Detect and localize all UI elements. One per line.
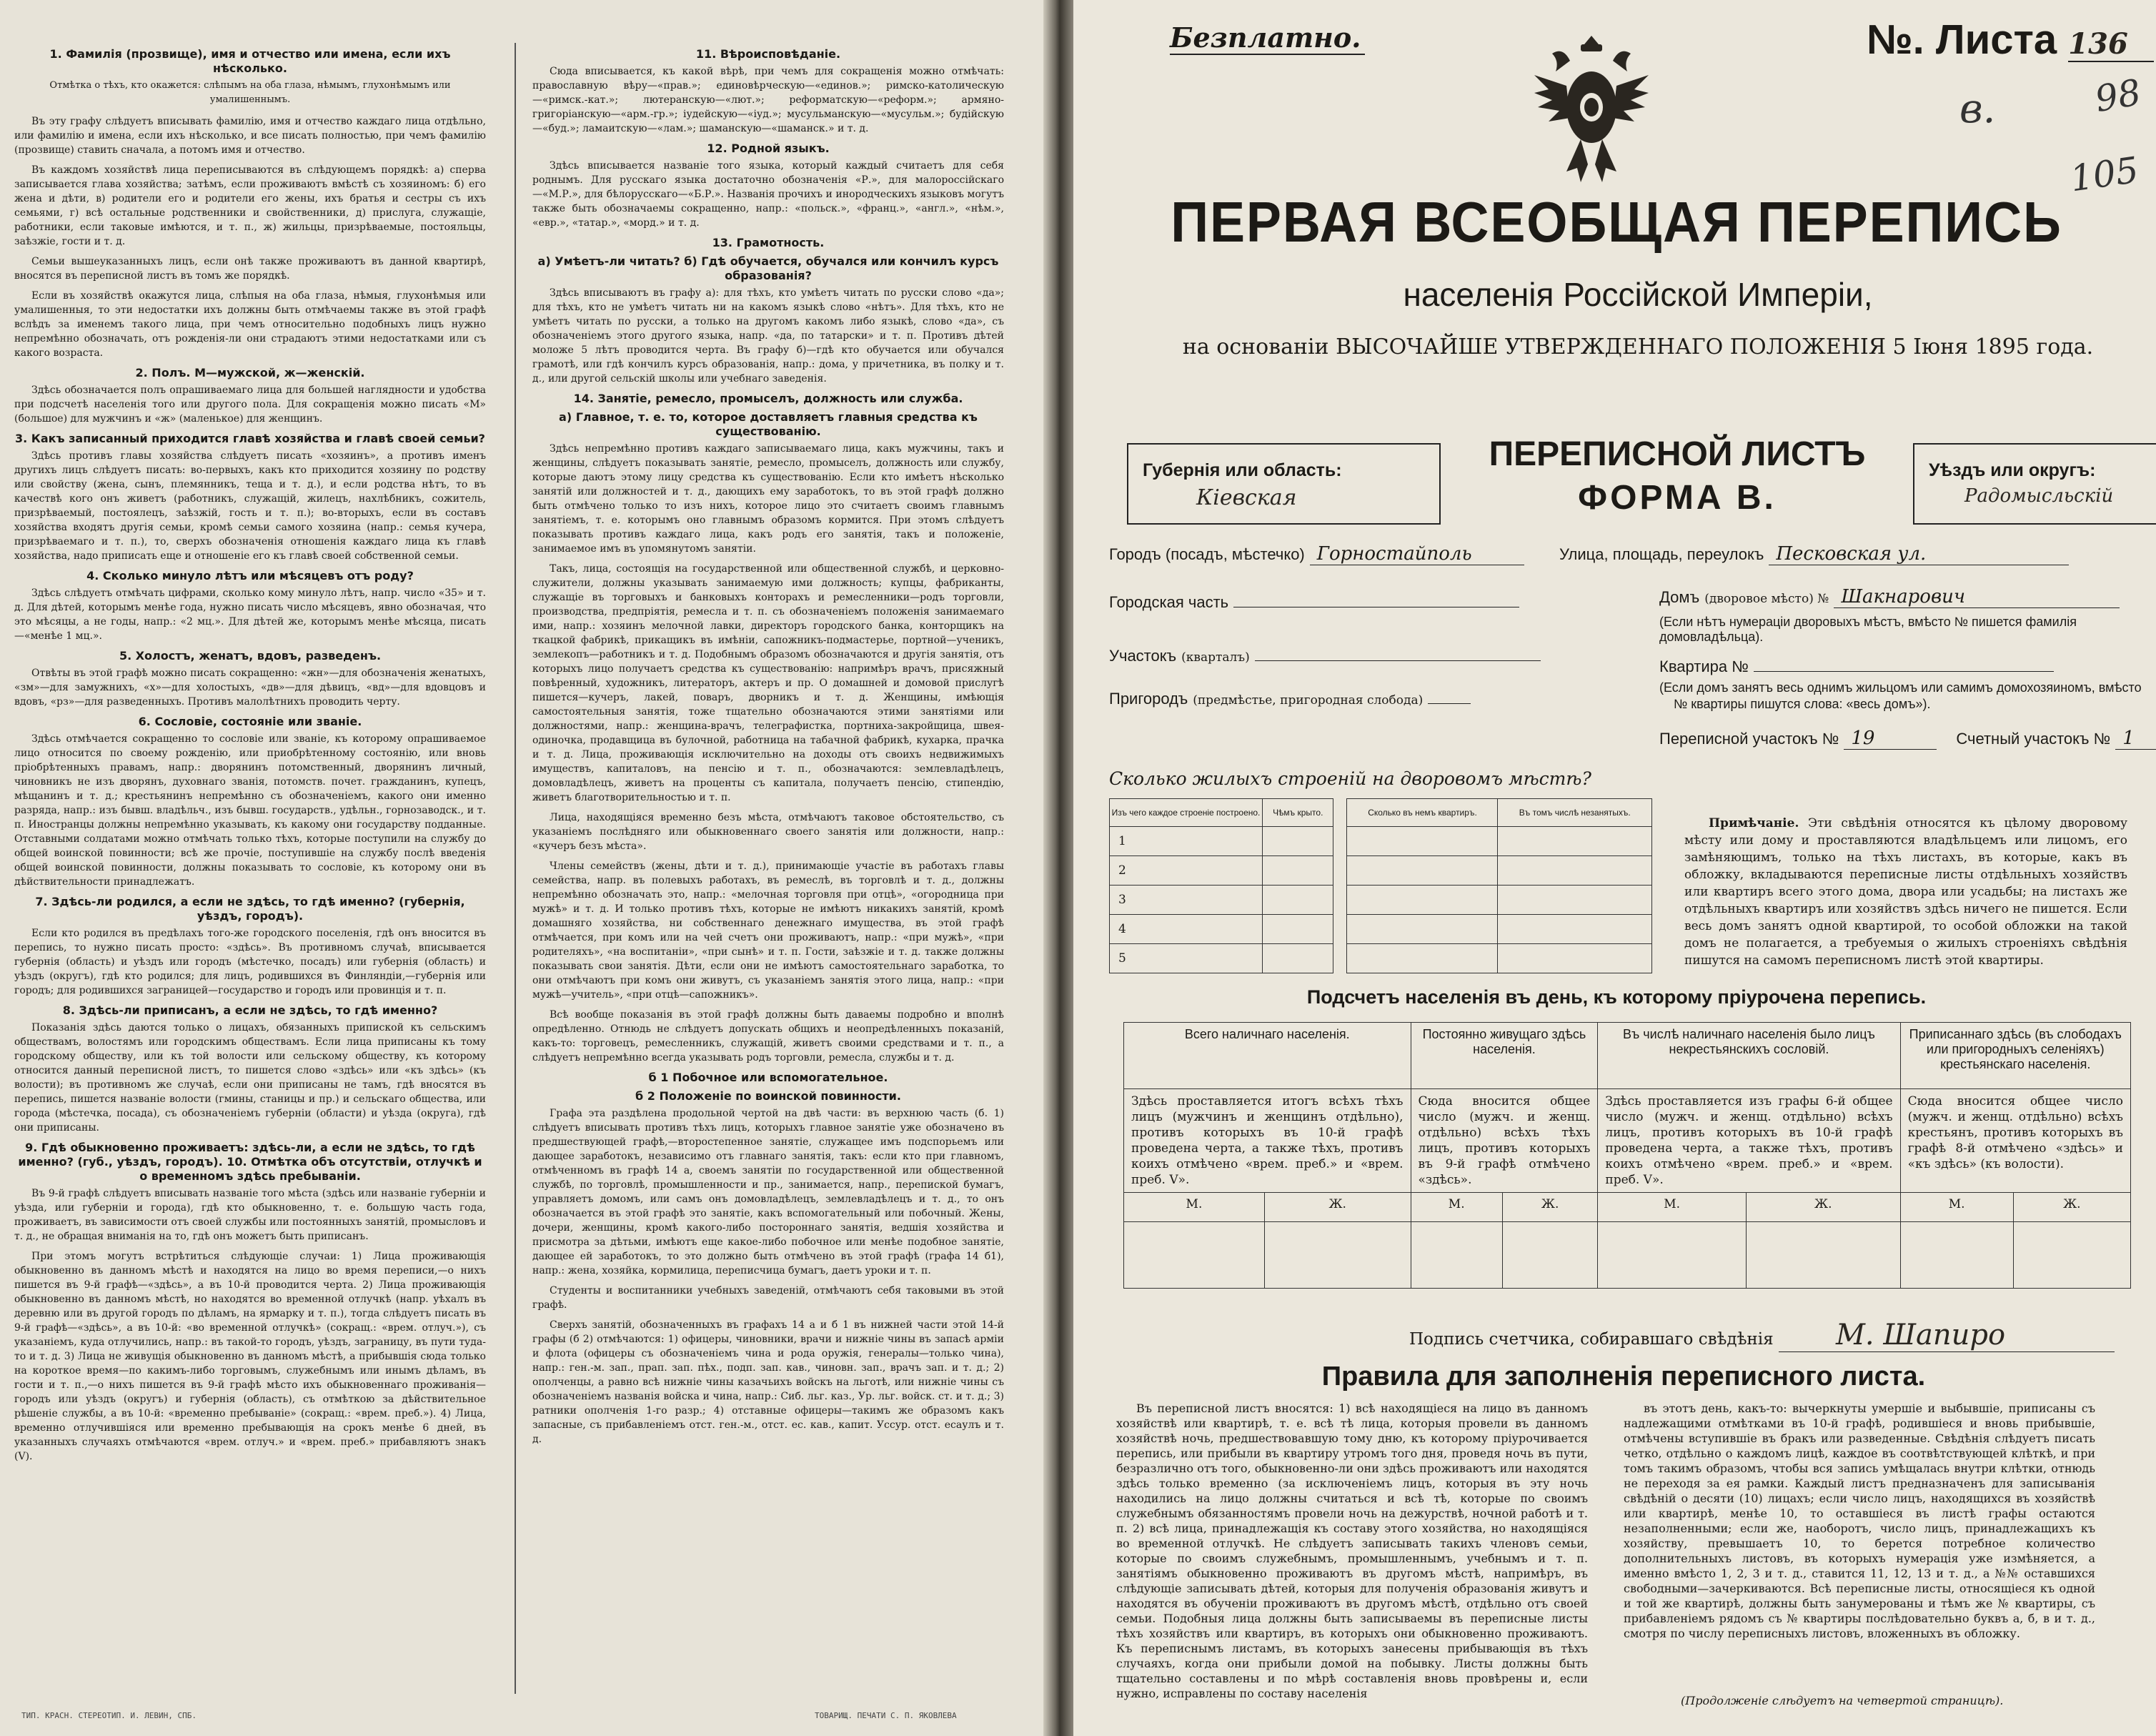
census-basis: на основаніи ВЫСОЧАЙШЕ УТВЕРЖДЕННАГО ПОЛОЖЕНІЯ 5 Іюня 1895 года. — [1182, 334, 2094, 359]
count-value-row — [1124, 1222, 2131, 1289]
uezd-box — [1913, 443, 2156, 525]
handwritten-number-2: 105 — [2067, 149, 2142, 200]
section-paragraph: При этомъ могутъ встрѣтиться слѣдующіе случаи: 1) Лица проживающія обыкновенно въ данномъ мѣстѣ и находятся на лицо во время переписи,—о нихъ пишется въ 9-й графѣ—«здѣсь», а въ 10-й проводится черта. 2) Лица проживающія обыкновенно въ данномъ мѣстѣ, но находятся во временной отлучкѣ (напр. уѣхалъ въ деревню или въ другой городъ по дѣламъ, на ярмарку и т. п.), тогда слѣдуетъ писать въ 9-й графѣ—«здѣсь», а въ 10-й: «во временной отлучкѣ» (сокращ.: «врем. отлуч.»), съ указаніемъ, куда отлучились, напр.: въ такой-то городъ, уѣздъ, заграницу, въ пути туда-то и т. д. 3) Лица не живущія обыкновенно въ данномъ мѣстѣ, а прибывшія сюда только на короткое время—по какимъ-либо торговымъ, служебнымъ или инымъ дѣламъ, въ гости и т. п.,—о нихъ пишется въ 9-й графѣ мѣсто ихъ обыкновеннаго проживанія—городъ или уѣздъ (округъ) и губернія (область), съ отмѣткою за дѣйствительное рѣшеніе службы, а въ 10-й: «временно пребываніе» (сокращ.: «врем. преб.»). 4) Лица, временно отлучившіяся или временно пребывающія на срокъ менѣе 6 дней, въ указанныхъ случаяхъ отмѣчаются «врем. отлуч.» и «врем. преб.» прибавляютъ знакъ (V). — [14, 1251, 486, 1462]
section-paragraph: Если кто родился въ предѣлахъ того-же городского поселенія, гдѣ онъ вносится въ перепись, то нужно писать просто: «здѣсь». Въ противномъ случаѣ, вписывается губернія (область) и уѣздъ или городъ (мѣстечко, посадъ) или губернія (область) и уѣздъ (округъ), гдѣ кто родился; для лицъ, родившихся въ Финляндіи,—губернія или городъ; для родившихся заграницей—государство и городъ или провинція и т. п. — [14, 928, 486, 996]
signature-label: Подпись счетчика, собиравшаго свѣдѣнія — [1409, 1330, 1774, 1349]
instructions-column-1 — [14, 43, 486, 1469]
buildings-header: Сколько въ немъ квартиръ. — [1347, 799, 1498, 827]
section-heading: 2. Полъ. М—мужской, ж—женскій. — [135, 366, 365, 380]
count-table — [1123, 1022, 2131, 1289]
printer-imprint-1: ТИП. КРАСН. СТЕРЕОТИП. И. ЛЕВИН, СПБ. — [21, 1711, 197, 1720]
sheet-number-value: 136 — [2068, 27, 2154, 62]
signature-value: М. Шапиро — [1835, 1319, 2006, 1351]
buildings-row: 3 — [1110, 886, 1652, 915]
instructions-column-2 — [532, 43, 1004, 1452]
kvartira-label: Квартира № — [1659, 658, 1749, 675]
kvartira-note-2: № квартиры пишутся слова: «весь домъ»). — [1674, 697, 1931, 711]
buildings-header: Чѣмъ крыто. — [1263, 799, 1333, 827]
dom-field — [1659, 586, 2120, 608]
kvartira-field — [1659, 658, 2054, 676]
section-paragraph: Здѣсь противъ главы хозяйства слѣдуетъ писать «хозяинъ», а противъ именъ другихъ лицъ слѣдуетъ писать: во-первыхъ, какъ кто приходится хозяину по родству или свойству (жена, сынъ, племянникъ, теща и т. д.), и если родства нѣтъ, то въ качествѣ кого онъ живетъ (работникъ, служащій, жилецъ, нахлѣбникъ, сожитель, призрѣваемый, постоялецъ, заѣзжій, гость и т. п.); во-вторыхъ, если въ составъ хозяйства входятъ другія семьи, кромѣ семьи самого хозяина (напр.: семья кучера, призрѣваемаго и т. п.), то, сверхъ обозначенія отношенія каждаго лица къ главѣ хозяйства, надо приписать еще и отношеніе его къ главѣ своей собственной семьи. — [14, 450, 486, 562]
section-paragraph: Такъ, лица, состоящія на государственной или общественной службѣ, и церковно-служители, должны указывать занимаемую ими должность; купцы, фабриканты, служащіе въ торговыхъ и банковыхъ конторахъ и ремесленники—родъ торговли, производства, предпріятія, ремесла и т. п. съ обозначеніемъ положенія занимаемаго ими, напр.: хозяинъ мелочной лавки, директоръ городского банка, конторщикъ на ткацкой фабрикѣ, прикащикъ въ имѣніи, сапожникъ-подмастерье, портной—ученикъ, землекопъ—работникъ и т. д. Подобнымъ образомъ обозначаются и другія занятія, отъ которыхъ лицо получаетъ средства къ существованію: напримѣръ врачъ, присяжный повѣренный, художникъ, литераторъ, актеръ и пр. О домашней и домовой прислугѣ пишется—кучеръ, лакей, поваръ, дворникъ и т. д. Женщины, имѣющія самостоятельныя занятія, тоже тщательно обозначаются этими занятіями или должностями, напр.: женщина-врачъ, телеграфистка, портниха-закройщица, швея-одиночка, продавщица въ булочной, работница на табачной фабрикѣ, кухарка, прачка и т. д. Лица, проживающія исключительно на доходы отъ своихъ недвижимыхъ имуществъ, капиталовъ, на пенсію и т. п., обозначаются: землевладѣлецъ, домовладѣлецъ, живетъ на проценты съ капитала, получаетъ пенсію, стипендію, живетъ благотворительностью и т. п. — [532, 563, 1004, 803]
section-paragraph: Въ каждомъ хозяйствѣ лица переписываются въ слѣдующемъ порядкѣ: а) сперва записывается глава хозяйства; затѣмъ, если проживаютъ вмѣстѣ съ хозяиномъ: б) его жена и дѣти, в) родители его и родители его жены, ихъ братья и сестры съ ихъ семьями, г) всѣ остальные родственники и свойственники, д) прислуга, служащіе, работники, если таковые имѣются, и т. п., ж) жильцы, призрѣваемые, постояльцы, заѣзжіе, гости и т. д. — [14, 164, 486, 247]
free-label: Безплатно. — [1170, 21, 1365, 55]
handwritten-letter: в. — [1959, 86, 1996, 132]
schetny-uchastok-value: 1 — [2122, 728, 2135, 749]
male-label: М. — [1900, 1193, 2013, 1222]
buildings-header: Изъ чего каждое строеніе построено. — [1110, 799, 1263, 827]
count-mz-row — [1124, 1193, 2131, 1222]
guberniya-label: Губернія или область: — [1143, 460, 1342, 480]
continued-note: (Продолженіе слѣдуетъ на четвертой страницѣ). — [1681, 1694, 2004, 1707]
section-paragraph: Отвѣты въ этой графѣ можно писать сокращенно: «жн»—для обозначенія женатыхъ, «зм»—для замужнихъ, «х»—для холостыхъ, «дв»—для дѣвицъ, «вд»—для вдовцовъ и вдовъ, «рз»—для разведенныхъ. Противъ малолѣтнихъ проводить черту. — [14, 668, 486, 708]
imperial-eagle-emblem — [1531, 29, 1652, 193]
section-paragraph: Лица, находящіяся временно безъ мѣста, отмѣчаютъ таковое обстоятельство, съ указаніемъ послѣдняго или обыкновеннаго своего занятія или должности, напр.: «кучеръ безъ мѣста». — [532, 812, 1004, 852]
section-paragraph: Въ 9-й графѣ слѣдуетъ вписывать названіе того мѣста (здѣсь или названіе губерніи и уѣзда, или губерніи и города), гдѣ кто обыкновенно, т. е. большую часть года, проживаетъ, въ зависимости отъ своей службы или постоянныхъ занятій, промысловъ и т. д., не обращая вниманія на то, гдѣ онъ можетъ быть приписанъ. — [14, 1188, 486, 1242]
uchastok-sublabel: (кварталъ) — [1181, 650, 1250, 665]
section-paragraph: Здѣсь отмѣчается сокращенно то сословіе или званіе, къ которому опрашиваемое лицо относится по своему рожденію, или приобрѣтенному состоянію, или вновь пріобрѣтенныхъ правамъ, напр.: дворянинъ потомственный, дворянинъ личный, чиновникъ не изъ дворянъ, духовнаго званія, потомств. почет. гражданинъ, купецъ, мѣщанинъ и т. д.; крестьянинъ непремѣнно съ обозначеніемъ, какого они именно разряда, напр.: изъ бывш. владѣльч., изъ бывш. государств., удѣльн., горнозаводск., и т. п. Иностранцы должны непремѣнно указывать, къ какому они государству подданные. Отставными солдатами можно отмѣчать только тѣхъ, которые поступили на службу до общей воинской повинности; всѣ же прочіе, поступившіе на службу послѣ введенія общей воинской повинности, должны показывать то сословіе, къ которому они въ дѣйствительности принадлежатъ. — [14, 733, 486, 888]
count-desc: Сюда вносится общее число (мужч. и женщ. отдѣльно) всѣхъ крестьянъ, противъ которыхъ въ графѣ 8-й отмѣчено «здѣсь» и «къ здѣсь» (къ волости). — [1900, 1089, 2130, 1193]
section-heading: 5. Холостъ, женатъ, вдовъ, разведенъ. — [119, 649, 382, 663]
rules-title: Правила для заполненія переписного листа. — [1321, 1361, 1926, 1392]
guberniya-value: Кіевская — [1196, 485, 1297, 510]
buildings-row: 1 — [1110, 827, 1652, 856]
uezd-label: Уѣздъ или округъ: — [1929, 460, 2096, 480]
buildings-spacer — [1333, 799, 1347, 827]
perepisnoy-uchastok-label: Переписной участокъ № — [1659, 730, 1839, 748]
count-header-row — [1124, 1023, 2131, 1089]
buildings-row: 5 — [1110, 944, 1652, 973]
count-desc: Здѣсь проставляется изъ графы 6-й общее число (мужч. и женщ. отдѣльно) всѣхъ лицъ, противъ которыхъ въ 10-й графѣ проведена черта, а также тѣхъ, противъ коихъ отмѣчено «врем. преб.» и «врем. преб. V». — [1598, 1089, 1900, 1193]
gorodskaya-chast-label: Городская часть — [1109, 593, 1229, 611]
count-desc: Сюда вносится общее число (мужч. и женщ. отдѣльно) всѣхъ тѣхъ лицъ, противъ которыхъ въ 9-й графѣ отмѣчено «здѣсь». — [1411, 1089, 1598, 1193]
section-paragraph: Здѣсь слѣдуетъ отмѣчать цифрами, сколько кому минуло лѣтъ, напр. число «35» и т. д. Для дѣтей, которымъ менѣе года, нужно писать число мѣсяцевъ, явно обозначая, что это мѣсяцы, а не годы, напр.: «2 мц.». Для дѣтей же, которымъ менѣе мѣсяца, писать—«менѣе 1 мц.». — [14, 587, 486, 642]
male-label: М. — [1598, 1193, 1747, 1222]
section-heading: 3. Какъ записанный приходится главѣ хозяйства и главѣ своей семьи? — [15, 432, 485, 445]
sheet-number-label: №. Листа — [1867, 16, 2057, 63]
section-heading: б 1 Побочное или вспомогательное. — [648, 1071, 888, 1084]
printer-imprint-2: ТОВАРИЩ. ПЕЧАТИ С. П. ЯКОВЛЕВА — [815, 1711, 957, 1720]
section-paragraph: Студенты и воспитанники учебныхъ заведеній, отмѣчаютъ себя таковыми въ этой графѣ. — [532, 1285, 1004, 1311]
section-paragraph: Здѣсь вписываютъ въ графу а): для тѣхъ, кто умѣетъ читать по русски слово «да»; для тѣхъ, кто не умѣетъ читать ни на какомъ языкѣ слово «нѣтъ». Для тѣхъ, кто не умѣетъ читать по русски, а только на другомъ какомъ либо языкѣ, слово «да», съ обозначеніемъ этого другого языка, напр. «да, по татарски» и т. п. Противъ дѣтей моложе 5 лѣтъ проводится черта. Въ графу б)—гдѣ кто обучается или обучался грамотѣ, или гдѣ кончилъ курсъ образованія, напр.: дома, у причетника, въ полку и т. д., или другой сельскій школы или учебнаго заведенія. — [532, 287, 1004, 385]
census-title: ПЕРВАЯ ВСЕОБЩАЯ ПЕРЕПИСЬ — [1171, 190, 2062, 254]
sheet-number — [1867, 16, 2154, 64]
female-label: Ж. — [1502, 1193, 1597, 1222]
handwritten-number-1: 98 — [2092, 71, 2145, 121]
count-header: Приписаннаго здѣсь (въ слободахъ или пригородныхъ селеніяхъ) крестьянскаго населенія. — [1900, 1023, 2130, 1089]
male-label: М. — [1124, 1193, 1265, 1222]
rules-text-2: въ этотъ день, какъ-то: вычеркнуты умершіе и выбывшіе, приписаны съ надлежащими отмѣтками въ 10-й графѣ, родившіеся и вновь прибывшіе, отмѣчены вступившіе въ бракъ или разведенные. Свѣдѣнія слѣдуетъ писать четко, отдѣльно о каждомъ лицѣ, каждое въ соотвѣтствующей клѣткѣ, и при томъ такимъ образомъ, чтобы вся запись умѣщалась внутри клѣтки, отнюдь не переходя за ея рамки. Каждый листъ предназначенъ для записыванія свѣдѣній о десяти (10) лицахъ; если число лицъ, находящихся въ хозяйствѣ или квартирѣ, менѣе 10, то оставшіеся въ листѣ графы остаются незаполненными; если же, наоборотъ, число лицъ, принадлежащихъ къ хозяйству, превышаетъ 10, то берется потребное количество дополнительныхъ листовъ, въ которыхъ нумерація уже измѣняется, а именно вмѣсто 1, 2, 3 и т. д., ставится 11, 12, 13 и т. д., а №№ оставшихся свободными—зачеркиваются. Всѣ переписные листы, относящіеся къ одной и той же квартирѣ, должны быть занумерованы и тѣмъ же № квартиры, съ прибавленіемъ рядомъ съ № квартиры послѣдовательно буквъ а, б, в и т. д., смотря по числу переписныхъ листовъ, вложенныхъ въ обложку. — [1624, 1402, 2095, 1640]
guberniya-box — [1127, 443, 1441, 525]
buildings-row: 4 — [1110, 915, 1652, 944]
section-heading: 11. Вѣроисповѣданіе. — [695, 47, 841, 61]
book-gutter — [1043, 0, 1073, 1736]
form-title-line-1: ПЕРЕПИСНОЙ ЛИСТЪ — [1489, 435, 1866, 473]
section-paragraph: Если въ хозяйствѣ окажутся лица, слѣпыя на оба глаза, нѣмыя, глухонѣмыя или умалишенныя, то эти недостатки ихъ должны быть отмѣчаемы также въ этой графѣ вслѣдъ за именемъ такого лица, при чемъ относительно подобныхъ лицъ нужно непремѣнно обозначать, отъ рожденія-ли они страдаютъ этими недостатками или съ какого возраста. — [14, 290, 486, 359]
section-heading: а) Умѣетъ-ли читать? б) Гдѣ обучается, обучался или кончилъ курсъ образованія? — [537, 254, 999, 282]
note-paragraph — [1684, 815, 2127, 969]
count-desc-row — [1124, 1089, 2131, 1193]
ulitsa-field — [1559, 543, 2069, 565]
female-label: Ж. — [2013, 1193, 2130, 1222]
section-heading: 1. Фамилія (прозвище), имя и отчество или имена, если ихъ нѣсколько. — [49, 47, 451, 75]
section-paragraph: Всѣ вообще показанія въ этой графѣ должны быть даваемы подробно и вполнѣ опредѣленно. Отнюдь не слѣдуетъ допускать общихъ и неопредѣленныхъ показаній, какъ-то: торговецъ, ремесленникъ, служащій, живетъ своими средствами и т. п., а слѣдуетъ непремѣнно всегда указывать родъ торговли, ремесла, службы и т. д. — [532, 1009, 1004, 1063]
gorod-field — [1109, 543, 1524, 565]
section-heading: б 2 Положеніе по воинской повинности. — [635, 1089, 901, 1103]
male-label: М. — [1411, 1193, 1502, 1222]
section-note: Отмѣтка о тѣхъ, кто окажется: слѣпымъ на оба глаза, нѣмымъ, глухонѣмымъ или умалишеннымъ. — [49, 80, 451, 105]
section-paragraph: Графа эта раздѣлена продольной чертой на двѣ части: въ верхнюю часть (б. 1) слѣдуетъ вписывать противъ тѣхъ лицъ, которыхъ главное занятіе уже обозначено въ предшествующей графѣ,—второстепенное занятіе, служащее имъ подспорьемъ или дающее заработокъ, независимо отъ главнаго занятія, такъ: если кто при главномъ, отмѣченномъ въ графѣ 14 а, своемъ занятіи по государственной или общественной службѣ, по торговлѣ, промышленности и пр., занимается, напр., перепиской бумагъ, управляетъ домомъ, или самъ онъ домовладѣлецъ, землевладѣлецъ и т. д., то онъ обозначается въ этой графѣ это занятіе, какъ вспомогательный или побочный. Жены, дочери, женщины, кромѣ какого-либо постороннаго занятія, ведшія хозяйства и присмотра за дѣтьми, имѣютъ еще какое-либо побочное или менѣе подобное занятіе, дающее ей заработокъ, то это должно быть отмѣчено въ этой графѣ (графа 14 б1), напр.: жена, хозяйка, кормилица, переписчица бумагъ, даетъ уроки и т. п. — [532, 1108, 1004, 1276]
enumerator-signature — [1409, 1319, 2115, 1352]
section-paragraph: Семьи вышеуказанныхъ лицъ, если онѣ также проживаютъ въ данной квартирѣ, вносятся въ переписной листъ въ томъ же порядкѣ. — [14, 256, 486, 282]
buildings-title: Сколько жилыхъ строеній на дворовомъ мѣстѣ? — [1109, 768, 1591, 789]
section-paragraph: Здѣсь непремѣнно противъ каждаго записываемаго лица, какъ мужчины, такъ и женщины, слѣдуетъ показывать занятіе, ремесло, промыселъ, должность или службу, которые даютъ этому лицу средства къ существованію. Если кто имѣетъ нѣсколько занятій или должностей и т. д., дающихъ ему заработокъ, то въ этой графѣ должно быть отмѣчено только то изъ нихъ, которое лицо это считаетъ своимъ главнымъ занятіемъ, т. е. которымъ оно главнымъ образомъ кормится. При этомъ слѣдуетъ показывать противъ каждаго лица, какъ родъ его занятія, такъ и положеніе, занимаемое имъ въ упомянутомъ занятіи. — [532, 443, 1004, 555]
prigorod-sublabel: (предмѣстье, пригородная слобода) — [1193, 693, 1424, 708]
gorod-label: Городъ (посадъ, мѣстечко) — [1109, 545, 1305, 563]
section-heading: 4. Сколько минуло лѣтъ или мѣсяцевъ отъ роду? — [86, 569, 414, 582]
form-title-line-2: ФОРМА В. — [1578, 479, 1777, 517]
dom-sublabel: (дворовое мѣсто) № — [1704, 592, 1829, 606]
gorodskaya-chast-field — [1109, 593, 1519, 612]
section-paragraph: Сверхъ занятій, обозначенныхъ въ графахъ 14 а и б 1 въ нижней части этой 14-й графы (б 2) отмѣчаются: 1) офицеры, чиновники, врачи и нижніе чины въ запасѣ арміи и флота (офицеры съ обозначеніемъ чина и рода оружія, генералы—только чина), напр.: ген.-м. зап., прап. зап. пѣх., подп. зап. кав., чиновн. зап., врачъ зап. и т. д.; 2) ополченцы, а равно всѣ нижніе чины казачьихъ войскъ на льготѣ, или нижніе чины съ обозначеніемъ названія войска и чина, напр.: Сиб. льг. каз., Ур. льг. войск. ст. и т. д.; 3) ратники ополченія 1-го разр.; 4) отставные офицеры—такимъ же образомъ какъ запасные, съ прибавленіемъ отст. ген.-м., отст. ес. кав., капит. Уссур. отст. есаулъ и т. д. — [532, 1319, 1004, 1445]
buildings-row: 2 — [1110, 856, 1652, 886]
note-label: Примѣчаніе. — [1709, 816, 1799, 830]
section-paragraph: Въ эту графу слѣдуетъ вписывать фамилію, имя и отчество каждаго лица отдѣльно, или фамилію и имена, если ихъ нѣсколько, и все писать полностью, при чемъ фамилію (прозвище) ставить сначала, а потомъ имя и отчество. — [14, 116, 486, 156]
prigorod-label: Пригородъ — [1109, 690, 1188, 708]
schetny-uchastok-label: Счетный участокъ № — [1956, 730, 2111, 748]
count-title: Подсчетъ населенія въ день, къ которому пріурочена перепись. — [1306, 986, 1927, 1008]
section-heading: 7. Здѣсь-ли родился, а если не здѣсь, то гдѣ именно? (губернія, уѣздъ, городъ). — [35, 895, 465, 923]
perepisnoy-uchastok-field — [1659, 728, 2156, 750]
uchastok-field — [1109, 647, 1541, 665]
female-label: Ж. — [1264, 1193, 1411, 1222]
section-paragraph: Показанія здѣсь даются только о лицахъ, обязанныхъ припиской къ сельскимъ обществамъ, волостямъ или городскимъ обществамъ. Если лица приписаны къ тому городскому обществу, или къ той волости или сельскому обществу, къ которому относится данный переписной листъ, то пишется слово «здѣсь» или «къ здѣсь» (къ волости); въ противномъ же случаѣ, если они приписаны не тамъ, гдѣ вносятся въ перепись, пишется названіе волости (гмины, станицы и пр.) и сельскаго общества, или города (мѣстечка, посада), съ обозначеніемъ губерніи (области) и уѣзда (округа), гдѣ они приписаны. — [14, 1022, 486, 1134]
dom-note: (Если нѣтъ нумераціи дворовыхъ мѣстъ, вмѣсто № пишется фамилія домовладѣльца). — [1659, 615, 2077, 644]
uchastok-label: Участокъ — [1109, 647, 1177, 665]
section-paragraph: Здѣсь вписывается названіе того языка, который каждый считаетъ для себя роднымъ. Для русскаго языка достаточно обозначенія «Р.», для малороссійскаго—«М.Р.», для бѣлорусскаго—«Б.Р.». Названія прочихъ и инородческихъ языковъ могутъ также быть обозначаемы сокращенно, напр.: «польск.», «франц.», «англ.», «нѣм.», «евр.», «татар.», «морд.» и т. д. — [532, 160, 1004, 229]
rules-column-2 — [1624, 1401, 2095, 1645]
column-divider — [515, 43, 516, 1694]
section-heading: 14. Занятіе, ремесло, промыселъ, должность или служба. — [573, 392, 963, 405]
section-paragraph: Здѣсь обозначается полъ опрашиваемаго лица для большей наглядности и удобства при подсчетѣ населенія того или другого пола. Для сокращенія можно писать «М» (большое) для мужчинъ и «ж» (маленькое) для женщинъ. — [14, 385, 486, 425]
perepisnoy-uchastok-value: 19 — [1851, 728, 1875, 749]
form-title — [1441, 429, 1913, 517]
count-header: Постоянно живущаго здѣсь населенія. — [1411, 1023, 1598, 1089]
right-page — [1073, 0, 2156, 1736]
form-header — [1127, 429, 2156, 525]
rules-text-1: Въ переписной листъ вносятся: 1) всѣ находящіеся на лицо въ данномъ хозяйствѣ или квартирѣ, т. е. всѣ тѣ лица, которыя провели въ данномъ хозяйствѣ ночь, предшествовавшую тому дню, къ которому пріурочивается перепись, или прибыли въ квартиру утромъ того дня, проведя ночь въ пути, безразлично отъ того, обыкновенно-ли они здѣсь проживаютъ или находятся здѣсь только временно (за исключеніемъ лицъ, которыя въ эту ночь находились на лицо должны считаться и всѣ тѣ, которые по своимъ служебнымъ обязанностямъ провели ночь на дежурствѣ, ночной работѣ и т. п. 2) всѣ лица, принадлежащія къ составу этого хозяйства, но находящіяся во временной отлучкѣ. Не слѣдуетъ записывать такихъ членовъ семьи, которые по своимъ служебнымъ, промышленнымъ, учебнымъ и т. п. занятіямъ обыкновенно проживаютъ въ другомъ мѣстѣ, напримѣръ, въ слѣдующіе записывать дѣтей, которыя для полученія образованія живутъ и находятся въ обученіи проживаютъ въ другомъ мѣстѣ, отдѣльно отъ своей семьи. Подобныя лица должны быть записываемы въ переписные листы тѣхъ хозяйствъ или квартиръ, въ которыхъ они обыкновенно проживаютъ. Къ переписнымъ листамъ, въ которыхъ занесены прибывающія въ тѣхъ случаяхъ, когда они прибыли домой на побывку. Листы должны быть тщательно составлены и по мѣрѣ составленія вновь провѣрены и, если нужно, исправлены по составу населенія — [1116, 1402, 1588, 1700]
section-paragraph: Члены семействъ (жены, дѣти и т. д.), принимающіе участіе въ работахъ главы семейства, напр. въ полевыхъ работахъ, въ ремеслѣ, въ торговлѣ и т. д., должны непремѣнно обозначать это, напр.: «мелочная торговля при отцѣ», «огородница при мужѣ» и т. д. И только противъ тѣхъ, которые не имѣютъ никакихъ занятій, кромѣ домашняго хозяйства, ни собственнаго денежнаго имущества, въ этой графѣ отмѣчается, при комъ или на чей счетъ они проживаютъ, напр.: «при мужѣ», «при родителяхъ», «на воспитаніи», «при сынѣ» и т. п. Гости, заѣзжіе и т. д. также должны показывать свои занятія. Дѣти, если они не имѣютъ самостоятельнаго заработка, то они отмѣчаютъ при комъ они живутъ, съ указаніемъ занятія этого лица, напр.: «при мужѣ—учитель», «при отцѣ—сапожникъ». — [532, 860, 1004, 1001]
ulitsa-label: Улица, площадь, переулокъ — [1559, 545, 1764, 563]
prigorod-field — [1109, 690, 1471, 708]
dom-value: Шакнарович — [1841, 586, 1965, 607]
gorod-value: Горностайполь — [1316, 543, 1472, 565]
buildings-header: Въ томъ числѣ незанятыхъ. — [1498, 799, 1652, 827]
ulitsa-value: Песковская ул. — [1776, 543, 1927, 565]
count-desc: Здѣсь проставляется итогъ всѣхъ тѣхъ лицъ (мужчинъ и женщинъ отдѣльно), противъ которыхъ въ 10-й графѣ проведена черта, а также тѣхъ, противъ коихъ отмѣчено «врем. преб.» и «врем. преб. V». — [1124, 1089, 1411, 1193]
section-paragraph: Сюда вписывается, къ какой вѣрѣ, при чемъ для сокращенія можно отмѣчать: православную вѣру—«прав.»; единовѣрческую—«единов.»; римско-католическую—«римск.-кат.»; лютеранскую—«лют.»; реформатскую—«реформ.»; армяно-григоріанскую—«арм.-гр.»; іудейскую—«іуд.»; мусульманскую—«мусульм.»; будійскую—«буд.»; ламаитскую—«лам.»; шаманскую—«шаманск.» и т. д. — [532, 66, 1004, 134]
female-label: Ж. — [1746, 1193, 1900, 1222]
section-heading: 13. Грамотность. — [712, 236, 825, 249]
left-page — [0, 0, 1043, 1736]
section-heading: 9. Гдѣ обыкновенно проживаетъ: здѣсь-ли, а если не здѣсь, то гдѣ именно? (губ., уѣздъ, городъ). 10. Отмѣтка объ отсутствіи, отлучкѣ и о временномъ здѣсь пребываніи. — [18, 1141, 482, 1183]
note-text: Эти свѣдѣнія относятся къ цѣлому дворовому мѣсту или дому и проставляются владѣльцемъ или лицомъ, его замѣняющимъ, только на тѣхъ листахъ, въ которые, какъ въ обложку, вкладываются переписные листы отдѣльныхъ хозяйствъ или квартиръ всего этого дома, двора или усадьбы; на листахъ же отдѣльныхъ квартиръ или хозяйствъ здѣсь ничего не пишется. Если весь домъ занятъ одной квартирой, то особой обложки на такой домъ не полагается, а требуемыя о жилыхъ строеніяхъ свѣдѣнія пишутся на самомъ переписномъ листѣ этой квартиры. — [1684, 816, 2127, 968]
section-heading: 12. Родной языкъ. — [707, 142, 830, 155]
buildings-header-row — [1110, 799, 1652, 827]
dom-label: Домъ — [1659, 588, 1700, 606]
kvartira-note-1: (Если домъ занятъ весь однимъ жильцомъ или самимъ домохозяиномъ, вмѣсто — [1659, 680, 2142, 695]
census-subtitle: населенія Россійской Имперіи, — [1403, 276, 1873, 313]
section-heading: 8. Здѣсь-ли приписанъ, а если не здѣсь, то гдѣ именно? — [62, 1003, 438, 1017]
count-header: Въ числѣ наличнаго населенія было лицъ некрестьянскихъ сословій. — [1598, 1023, 1900, 1089]
rules-column-1 — [1116, 1401, 1588, 1705]
section-heading: а) Главное, т. е. то, которое доставляетъ главныя средства къ существованію. — [559, 410, 978, 438]
section-heading: 6. Сословіе, состояніе или званіе. — [138, 715, 362, 728]
count-header: Всего наличнаго населенія. — [1124, 1023, 1411, 1089]
buildings-table — [1109, 798, 1652, 973]
uezd-value: Радомысльскій — [1964, 485, 2114, 507]
